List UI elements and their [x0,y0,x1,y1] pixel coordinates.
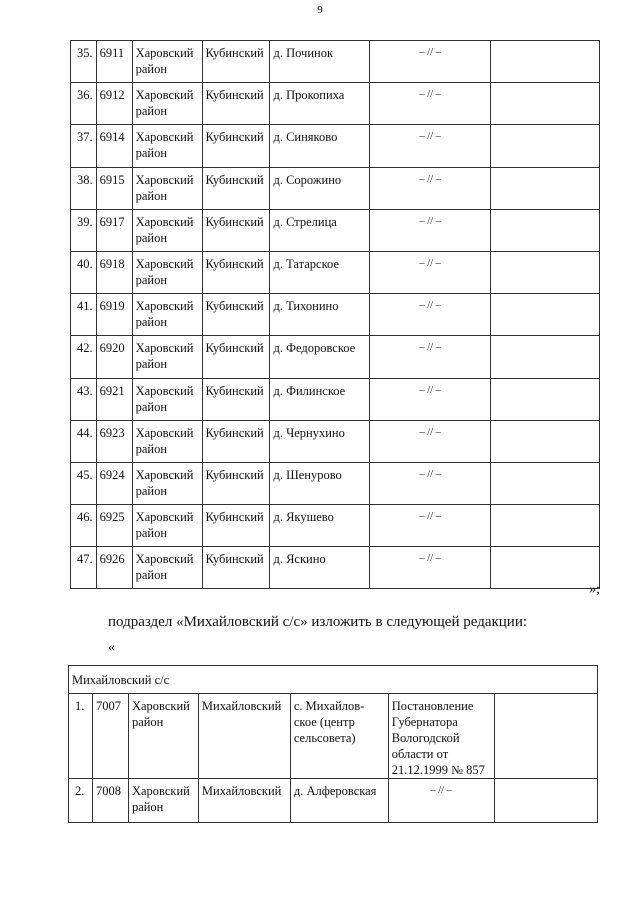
row-basis: – // – [370,167,491,209]
row-settlement: д. Федоровское [270,336,370,378]
row-basis: – // – [370,209,491,251]
row-empty-cell [491,378,600,420]
row-settlement: д. Алферовская [290,779,388,823]
row-settlement: д. Филинское [270,378,370,420]
row-empty-cell [491,505,600,547]
row-settlement: д. Прокопиха [270,83,370,125]
row-code: 6915 [96,167,132,209]
row-empty-cell [491,83,600,125]
row-empty-cell [491,125,600,167]
row-district: Харовский район [132,547,202,589]
row-settlement: д. Стрелица [270,209,370,251]
table-row [71,167,600,209]
row-basis: – // – [370,547,491,589]
section-header-row [69,666,598,694]
row-number: 42. [71,336,97,378]
row-code: 6920 [96,336,132,378]
row-code: 6924 [96,462,132,504]
row-number: 1. [69,694,93,779]
closing-quote: »; [589,582,600,597]
row-settlement: д. Сорожино [270,167,370,209]
table-row [69,779,598,823]
row-district: Харовский район [132,251,202,293]
row-basis: – // – [370,378,491,420]
row-settlement: д. Шенурово [270,462,370,504]
row-empty-cell [494,694,597,779]
row-number: 36. [71,83,97,125]
settlements-table-mikhailovsky [68,665,598,823]
row-district: Харовский район [132,505,202,547]
row-code: 6921 [96,378,132,420]
row-empty-cell [491,294,600,336]
row-council: Кубинский [202,505,270,547]
row-number: 46. [71,505,97,547]
row-basis: Постановление Губернатора Вологодской области от 21.12.1999 № 857 [388,694,494,779]
row-basis: – // – [370,125,491,167]
row-number: 43. [71,378,97,420]
row-settlement: д. Тихонино [270,294,370,336]
table-row [71,209,600,251]
row-settlement: д. Починок [270,41,370,83]
row-district: Харовский район [132,209,202,251]
row-basis: – // – [370,462,491,504]
row-council: Кубинский [202,251,270,293]
row-district: Харовский район [132,125,202,167]
row-district: Харовский район [132,462,202,504]
row-district: Харовский район [128,779,198,823]
table-row [71,41,600,83]
row-council: Кубинский [202,547,270,589]
row-empty-cell [491,336,600,378]
row-number: 38. [71,167,97,209]
row-empty-cell [491,251,600,293]
row-basis: – // – [370,505,491,547]
row-code: 6914 [96,125,132,167]
row-council: Кубинский [202,420,270,462]
table-row [71,294,600,336]
table-row [69,694,598,779]
row-code: 6912 [96,83,132,125]
row-council: Кубинский [202,462,270,504]
table-row [71,378,600,420]
row-basis: – // – [370,41,491,83]
row-number: 45. [71,462,97,504]
row-code: 6917 [96,209,132,251]
row-code: 6911 [96,41,132,83]
row-number: 40. [71,251,97,293]
opening-quote: « [108,640,115,655]
row-settlement: д. Чернухино [270,420,370,462]
table-row [71,251,600,293]
row-empty-cell [491,167,600,209]
table-row [71,505,600,547]
row-council: Кубинский [202,336,270,378]
row-district: Харовский район [132,167,202,209]
row-number: 37. [71,125,97,167]
row-council: Кубинский [202,294,270,336]
row-basis: – // – [388,779,494,823]
row-district: Харовский район [132,41,202,83]
row-council: Михайловский [198,779,290,823]
row-code: 6919 [96,294,132,336]
table-row [71,462,600,504]
row-empty-cell [491,462,600,504]
row-code: 6918 [96,251,132,293]
row-council: Кубинский [202,125,270,167]
row-district: Харовский район [132,378,202,420]
settlements-table-body [71,41,600,589]
row-code: 6923 [96,420,132,462]
row-code: 6925 [96,505,132,547]
row-district: Харовский район [132,294,202,336]
row-empty-cell [491,41,600,83]
amendment-instruction: подраздел «Михайловский с/с» изложить в следующей редакции: [108,614,528,630]
page-number: 9 [317,4,323,16]
section-title: Михайловский с/с [69,666,598,694]
table-row [71,83,600,125]
row-number: 2. [69,779,93,823]
row-number: 44. [71,420,97,462]
row-number: 41. [71,294,97,336]
row-council: Кубинский [202,378,270,420]
row-settlement: д. Якушево [270,505,370,547]
table-row [71,125,600,167]
row-council: Кубинский [202,41,270,83]
row-number: 39. [71,209,97,251]
row-basis: – // – [370,83,491,125]
row-council: Кубинский [202,167,270,209]
table-row [71,336,600,378]
row-settlement: д. Яскино [270,547,370,589]
row-basis: – // – [370,251,491,293]
table-row [71,420,600,462]
row-empty-cell [491,420,600,462]
row-district: Харовский район [132,83,202,125]
row-settlement: с. Михайлов-ское (центр сельсовета) [290,694,388,779]
row-council: Кубинский [202,209,270,251]
table-row [71,547,600,589]
row-number: 35. [71,41,97,83]
settlements-table-kubinsky [70,40,600,589]
row-council: Михайловский [198,694,290,779]
row-empty-cell [494,779,597,823]
row-council: Кубинский [202,83,270,125]
row-settlement: д. Татарское [270,251,370,293]
row-empty-cell [491,209,600,251]
row-code: 7008 [92,779,128,823]
row-number: 47. [71,547,97,589]
row-district: Харовский район [132,336,202,378]
row-district: Харовский район [132,420,202,462]
row-basis: – // – [370,336,491,378]
row-empty-cell [491,547,600,589]
row-code: 6926 [96,547,132,589]
row-district: Харовский район [128,694,198,779]
row-basis: – // – [370,294,491,336]
row-settlement: д. Синяково [270,125,370,167]
row-basis: – // – [370,420,491,462]
row-code: 7007 [92,694,128,779]
